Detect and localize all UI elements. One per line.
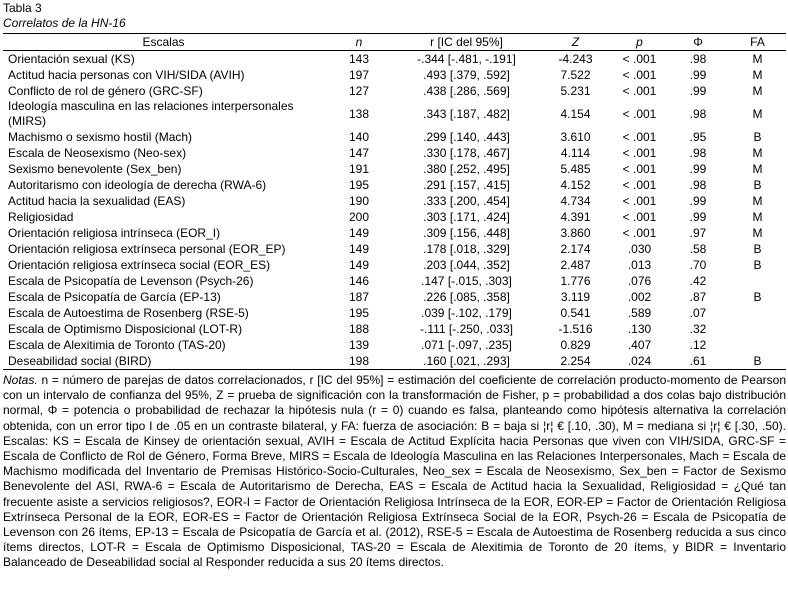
cell-phi: .12 [689, 337, 707, 352]
cell-r: -.111 [-.250, .033] [420, 321, 513, 336]
cell-phi: .61 [689, 353, 707, 368]
cell-escala: Machismo o sexismo hostil (Mach) [8, 129, 193, 144]
cell-z: 3.610 [560, 129, 591, 144]
cell-phi: .97 [689, 225, 707, 240]
table-notes [3, 373, 786, 571]
header-fa: FA [750, 34, 765, 49]
cell-escala: Escala de Optimismo Disposicional (LOT-R) [8, 321, 243, 336]
cell-r: -.344 [-.481, -.191] [417, 51, 516, 66]
cell-r: .160 [.021, .293] [423, 353, 510, 368]
cell-escala: Actitud hacia la sexualidad (EAS) [8, 193, 186, 208]
table-row [3, 241, 786, 257]
cell-z: 4.734 [560, 193, 591, 208]
cell-z: 5.231 [560, 83, 591, 98]
cell-n: 140 [348, 129, 370, 144]
table-row [3, 273, 786, 289]
cell-z: 3.860 [560, 225, 591, 240]
cell-n: 195 [348, 177, 370, 192]
cell-fa: M [752, 67, 763, 82]
cell-escala: Ideología masculina en las relaciones interpersonales (MIRS) [8, 99, 294, 128]
cell-n: 191 [348, 161, 370, 176]
cell-r: .438 [.286, .569] [423, 83, 510, 98]
cell-r: .039 [-.102, .179] [421, 305, 512, 320]
cell-n: 197 [348, 67, 370, 82]
cell-fa: M [752, 106, 763, 121]
cell-z: 5.485 [560, 161, 591, 176]
table-row [3, 161, 786, 177]
cell-n: 149 [348, 241, 370, 256]
table-caption: Correlatos de la HN-16 [3, 16, 126, 30]
table-label: Tabla 3 [3, 1, 42, 15]
cell-escala: Religiosidad [8, 209, 74, 224]
cell-fa: M [752, 193, 763, 208]
cell-fa: M [752, 83, 763, 98]
cell-phi: .70 [689, 257, 707, 272]
cell-r: .178 [.018, .329] [423, 241, 510, 256]
table-header [3, 34, 786, 51]
cell-r: .147 [-.015, .303] [421, 273, 512, 288]
cell-fa: M [752, 225, 763, 240]
cell-r: .493 [.379, .592] [423, 67, 510, 82]
cell-escala: Autoritarismo con ideología de derecha (RWA-6) [8, 177, 267, 192]
header-r: r [IC del 95%] [430, 34, 503, 49]
cell-r: .226 [.085, .358] [423, 289, 510, 304]
table-row [3, 129, 786, 145]
notes-label: Notas. [3, 373, 38, 387]
cell-p: < .001 [622, 145, 657, 160]
cell-fa [729, 321, 786, 337]
cell-p: .024 [627, 353, 652, 368]
cell-phi: .98 [689, 51, 707, 66]
cell-n: 187 [348, 289, 370, 304]
cell-n: 200 [348, 209, 370, 224]
cell-phi: .32 [689, 321, 707, 336]
cell-z: 2.487 [560, 257, 591, 272]
cell-n: 195 [348, 305, 370, 320]
cell-p: .030 [627, 241, 652, 256]
table-row [3, 83, 786, 99]
cell-escala: Escala de Alexitimia de Toronto (TAS-20) [8, 337, 226, 352]
cell-escala: Deseabilidad social (BIRD) [8, 353, 152, 368]
cell-r: .330 [.178, .467] [423, 145, 510, 160]
cell-phi: .98 [689, 177, 707, 192]
cell-phi: .95 [689, 129, 707, 144]
cell-phi: .98 [689, 145, 707, 160]
cell-phi: .98 [689, 106, 707, 121]
cell-n: 149 [348, 257, 370, 272]
cell-escala: Orientación religiosa extrínseca personal (EOR_EP) [8, 241, 286, 256]
table-row [3, 51, 786, 68]
cell-p: .013 [627, 257, 652, 272]
header-escalas: Escalas [142, 34, 185, 49]
cell-r: .309 [.156, .448] [423, 225, 510, 240]
cell-escala: Escala de Neosexismo (Neo-sex) [8, 145, 187, 160]
cell-fa: M [752, 209, 763, 224]
cell-escala: Orientación religiosa extrínseca social (EOR_ES) [8, 257, 271, 272]
table-row [3, 193, 786, 209]
header-p: p [636, 34, 643, 49]
cell-z: 0.541 [560, 305, 591, 320]
cell-r: .291 [.157, .415] [423, 177, 510, 192]
cell-p: .589 [627, 305, 652, 320]
cell-z: 1.776 [560, 273, 591, 288]
cell-fa [729, 273, 786, 289]
cell-p: < .001 [622, 83, 657, 98]
cell-phi: .99 [689, 193, 707, 208]
cell-p: .002 [627, 289, 652, 304]
cell-phi: .99 [689, 67, 707, 82]
cell-fa: B [753, 241, 762, 256]
cell-z: 0.829 [560, 337, 591, 352]
cell-phi: .99 [689, 209, 707, 224]
cell-r: .071 [-.097, .235] [421, 337, 512, 352]
cell-n: 198 [348, 353, 370, 368]
cell-r: .203 [.044, .352] [423, 257, 510, 272]
cell-z: 4.154 [560, 106, 591, 121]
table-row [3, 289, 786, 305]
table-row [3, 177, 786, 193]
cell-r: .343 [.187, .482] [423, 106, 510, 121]
cell-p: < .001 [622, 67, 657, 82]
cell-fa: M [752, 145, 763, 160]
cell-escala: Orientación sexual (KS) [8, 51, 135, 66]
cell-z: -4.243 [558, 51, 593, 66]
table-row [3, 67, 786, 83]
table-row [3, 337, 786, 353]
table-row [3, 225, 786, 241]
cell-n: 139 [348, 337, 370, 352]
cell-phi: .99 [689, 83, 707, 98]
cell-z: -1.516 [558, 321, 593, 336]
cell-fa: M [752, 161, 763, 176]
cell-escala: Escala de Psicopatía de Levenson (Psych-26) [8, 273, 254, 288]
table-body [3, 51, 786, 370]
cell-n: 149 [348, 225, 370, 240]
table-row [3, 305, 786, 321]
cell-p: < .001 [622, 161, 657, 176]
cell-p: < .001 [622, 225, 657, 240]
header-z: Z [571, 34, 580, 49]
cell-p: .130 [627, 321, 652, 336]
cell-phi: .58 [689, 241, 707, 256]
cell-fa: M [752, 51, 763, 66]
cell-z: 7.522 [560, 67, 591, 82]
cell-p: .076 [627, 273, 652, 288]
cell-escala: Escala de Autoestima de Rosenberg (RSE-5) [8, 305, 249, 320]
cell-p: .407 [627, 337, 652, 352]
cell-p: < .001 [622, 177, 657, 192]
cell-n: 127 [348, 83, 370, 98]
cell-r: .333 [.200, .454] [423, 193, 510, 208]
header-n: n [355, 34, 363, 49]
cell-p: < .001 [622, 193, 657, 208]
cell-z: 4.114 [560, 145, 591, 160]
cell-z: 4.391 [560, 209, 591, 224]
cell-r: .299 [.140, .443] [423, 129, 510, 144]
cell-n: 190 [348, 193, 370, 208]
cell-fa: B [753, 257, 762, 272]
cell-phi: .42 [689, 273, 707, 288]
cell-r: .380 [.252, .495] [423, 161, 510, 176]
cell-escala: Actitud hacia personas con VIH/SIDA (AVIH) [8, 67, 245, 82]
cell-fa [729, 305, 786, 321]
header-phi: Φ [693, 34, 703, 49]
cell-r: .303 [.171, .424] [423, 209, 510, 224]
cell-n: 138 [348, 106, 370, 121]
table-row [3, 353, 786, 370]
cell-escala: Orientación religiosa intrínseca (EOR_I) [8, 225, 221, 240]
cell-n: 147 [348, 145, 370, 160]
cell-n: 143 [348, 51, 370, 66]
cell-fa [729, 337, 786, 353]
table-row [3, 99, 786, 129]
cell-z: 3.119 [560, 289, 591, 304]
cell-fa: B [753, 129, 762, 144]
cell-escala: Conflicto de rol de género (GRC-SF) [8, 83, 203, 98]
cell-z: 2.174 [560, 241, 591, 256]
cell-p: < .001 [622, 51, 657, 66]
cell-escala: Sexismo benevolente (Sex_ben) [8, 161, 182, 176]
table-container [3, 1, 786, 571]
cell-phi: .07 [689, 305, 707, 320]
notes-text: n = número de parejas de datos correlacionados, r [IC del 95%] = estimación del coeficiente de correlación producto-momento de Pearson con un intervalo de confianza del 95%, Z = prueba de significación con la transformación de Fisher, p = probabilidad a dos colas bajo distribución normal, Φ = potencia o probabilidad de rechazar la hipótesis nula (r = 0) cuando es falsa, planteando como hipótesis alternativa la correlación obtenida, con un error tipo I de .05 en un contraste bilateral, y FA: fuerza de asociación: B = baja si ¦r¦ € [.10, .30), M = mediana si ¦r¦ € [.30, .50). Escalas: KS = Escala de Kinsey de orientación sexual, AVIH = Escala de Actitud Explícita hacia Personas que viven con VIH/SIDA, GRC-SF = Escala de Conflicto de Rol de Género, Forma Breve, MIRS = Escala de Ideología Masculina en las Relaciones Interpersonales, Mach = Escala de Machismo modificada del Inventario de Premisas Histórico-Socio-Culturales, Neo_sex = Escala de Neosexismo, Sex_ben = Factor de Sexismo Benevolente del ASI, RWA-6 = Escala de Autoritarismo de Derecha, EAS = Escala de Actitud hacia la Sexualidad, Religiosidad = ¿Qué tan frecuente asiste a servicios religiosos?, EOR-I = Factor de Orientación Religiosa Intrínseca de la EOR, EOR-EP = Factor de Orientación Religiosa Extrínseca Personal de la EOR, EOR-ES = Factor de Orientación Religiosa Extrínseca Social de la EOR, Psych-26 = Escala de Psicopatía de Levenson con 26 ítems, EP-13 = Escala de Psicopatía de García et al. (2012), RSE-5 = Escala de Autoestima de Rosenberg reducida a sus cinco ítems directos, LOT-R = Escala de Optimismo Disposicional, TAS-20 = Escala de Alexitimia de Toronto de 20 ítems, y BIDR = Inventario Balanceado de Deseabilidad social al Responder reducida a sus 20 ítems directos. [3, 373, 786, 570]
table-row [3, 145, 786, 161]
correlates-table [3, 33, 786, 370]
cell-n: 188 [348, 321, 370, 336]
cell-p: < .001 [622, 209, 657, 224]
cell-z: 2.254 [560, 353, 591, 368]
cell-fa: B [753, 289, 762, 304]
cell-z: 4.152 [560, 177, 591, 192]
cell-n: 146 [348, 273, 370, 288]
cell-fa: B [753, 353, 762, 368]
cell-fa: B [753, 177, 762, 192]
cell-p: < .001 [622, 106, 657, 121]
table-row [3, 321, 786, 337]
cell-phi: .87 [689, 289, 707, 304]
table-row [3, 209, 786, 225]
cell-p: < .001 [622, 129, 657, 144]
cell-phi: .99 [689, 161, 707, 176]
table-row [3, 257, 786, 273]
cell-escala: Escala de Psicopatía de García (EP-13) [8, 289, 221, 304]
